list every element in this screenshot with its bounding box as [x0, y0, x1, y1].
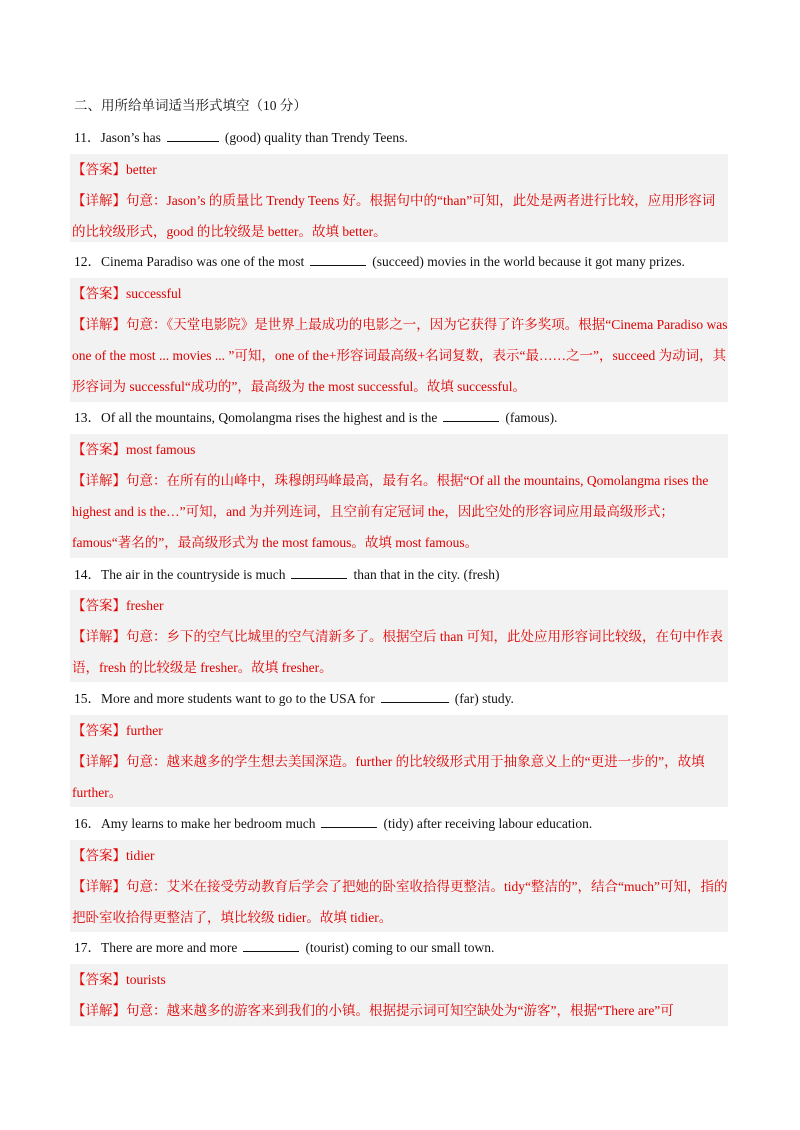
question-number: 12． [74, 254, 101, 269]
question-text-after: (far) study. [454, 691, 514, 706]
answer-blank [381, 690, 449, 703]
question-15 [74, 689, 726, 709]
question-text-before: Jason’s has [100, 130, 161, 145]
question-number: 17． [74, 940, 101, 955]
question-text-before: Of all the mountains, Qomolangma rises the highest and is the [101, 410, 438, 425]
question-text-before: The air in the countryside is much [101, 567, 286, 582]
question-text-before: Amy learns to make her bedroom much [101, 816, 316, 831]
answer-block-15 [70, 715, 728, 807]
question-text-after: (tourist) coming to our small town. [305, 940, 495, 955]
answer-block-14 [70, 590, 728, 682]
answer-detail: 【详解】句意：在所有的山峰中，珠穆朗玛峰最高，最有名。根据“Of all the mountains, Qomolangma rises the highest and is the…”可知，and 为并列连词，且空前有定冠词 the，因此空处的形容词应用最高级形式；famous“著名的”，最高级形式为 the most famous。故填 most famous。 [72, 473, 709, 550]
question-17 [74, 938, 726, 958]
question-text-after: than that in the city. (fresh) [353, 567, 500, 582]
question-text-after: (famous). [505, 410, 558, 425]
question-16 [74, 814, 726, 834]
answer-label: 【答案】tidier [72, 848, 155, 863]
answer-detail: 【详解】句意：越来越多的学生想去美国深造。further 的比较级形式用于抽象意义上的“更进一步的”，故填 further。 [72, 754, 705, 800]
answer-blank [443, 409, 499, 422]
section-title: 二、用所给单词适当形式填空（10 分） [74, 98, 307, 113]
answer-blank [310, 253, 366, 266]
question-text-before: Cinema Paradiso was one of the most [101, 254, 305, 269]
question-text-before: There are more and more [101, 940, 238, 955]
question-number: 13． [74, 410, 101, 425]
question-number: 11． [74, 130, 101, 145]
answer-label: 【答案】successful [72, 286, 182, 301]
answer-detail: 【详解】句意：越来越多的游客来到我们的小镇。根据提示词可知空缺处为“游客”，根据“There are”可 [72, 1003, 674, 1018]
answer-detail: 【详解】句意：《天堂电影院》是世界上最成功的电影之一，因为它获得了许多奖项。根据“Cinema Paradiso was one of the most ... movies ... ”可知，one of the+形容词最高级+名词复数，表示“最……之一”，succeed 为动词，其形容词为 successful“成功的”，最高级为 the most successful。故填 successful。 [72, 317, 728, 394]
answer-label: 【答案】fresher [72, 598, 164, 613]
answer-block-12 [70, 278, 728, 402]
question-text-after: (succeed) movies in the world because it got many prizes. [372, 254, 685, 269]
question-text-after: (tidy) after receiving labour education. [383, 816, 593, 831]
answer-block-13 [70, 434, 728, 558]
answer-label: 【答案】most famous [72, 442, 196, 457]
question-text-before: More and more students want to go to the USA for [101, 691, 375, 706]
answer-blank [291, 566, 347, 579]
answer-label: 【答案】further [72, 723, 163, 738]
answer-detail: 【详解】句意：乡下的空气比城里的空气清新多了。根据空后 than 可知，此处应用形容词比较级，在句中作表语，fresh 的比较级是 fresher。故填 fresher。 [72, 629, 723, 675]
question-number: 14． [74, 567, 101, 582]
answer-block-16 [70, 840, 728, 932]
question-13 [74, 408, 726, 428]
question-number: 16． [74, 816, 101, 831]
answer-detail: 【详解】句意：艾米在接受劳动教育后学会了把她的卧室收拾得更整洁。tidy“整洁的”，结合“much”可知，指的把卧室收拾得更整洁了，填比较级 tidier。故填 tidier。 [72, 879, 728, 925]
answer-blank [167, 129, 219, 142]
answer-detail: 【详解】句意：Jason’s 的质量比 Trendy Teens 好。根据句中的“than”可知，此处是两者进行比较，应用形容词的比较级形式，good 的比较级是 better。故填 better。 [72, 193, 716, 239]
answer-blank [243, 939, 299, 952]
question-12 [74, 252, 726, 272]
question-text-after: (good) quality than Trendy Teens. [224, 130, 408, 145]
answer-label: 【答案】better [72, 162, 157, 177]
answer-block-17 [70, 964, 728, 1026]
question-number: 15． [74, 691, 101, 706]
question-14 [74, 565, 726, 585]
question-11 [74, 128, 726, 148]
answer-blank [321, 815, 377, 828]
answer-label: 【答案】tourists [72, 972, 166, 987]
answer-block-11 [70, 154, 728, 242]
